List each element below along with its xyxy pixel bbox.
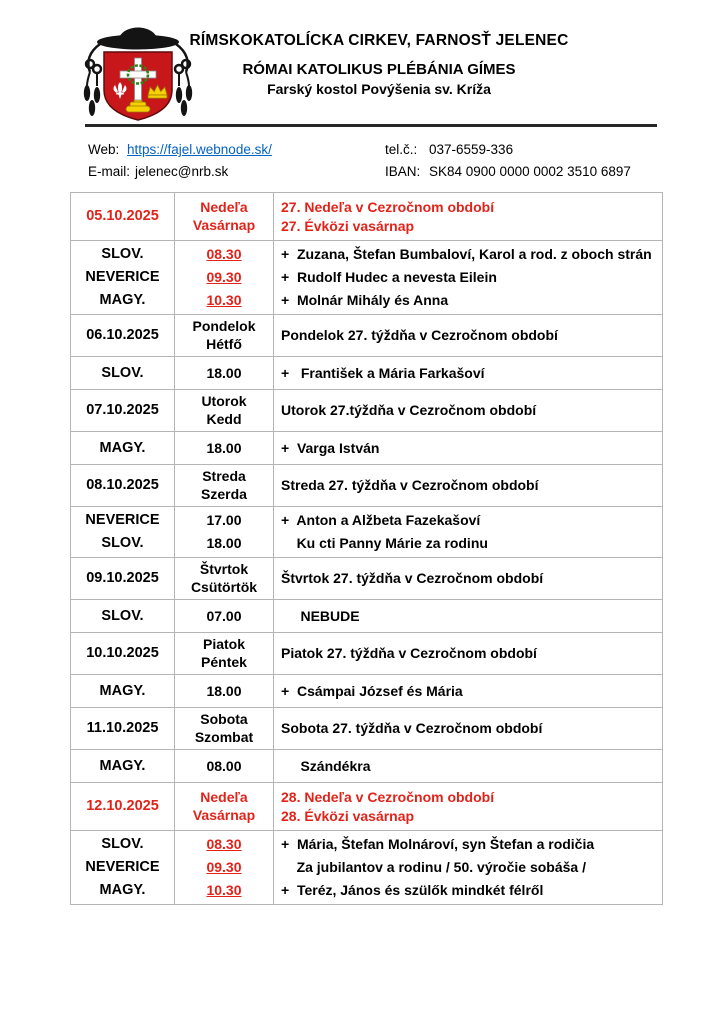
place-cell-line: SLOV.	[101, 246, 144, 262]
parish-name-slovak: RÍMSKOKATOLÍCKA CIRKEV, FARNOSŤ JELENEC	[189, 32, 569, 49]
day-cell-line: Péntek	[201, 653, 247, 670]
day-cell	[175, 193, 274, 241]
feast-cell-line: Piatok 27. týždňa v Cezročnom období	[281, 645, 537, 661]
mass-row	[71, 750, 663, 783]
day-cell-line: Utorok	[201, 393, 247, 409]
place-cell-line: SLOV.	[101, 535, 144, 551]
contact-block	[88, 139, 660, 183]
feast-cell	[274, 633, 663, 675]
day-cell	[175, 558, 274, 600]
header-divider	[85, 124, 657, 127]
underlined-time: 09.30	[206, 269, 242, 285]
place-cell-line: NEVERICE	[85, 859, 160, 875]
date-cell-line: 09.10.2025	[86, 569, 159, 586]
feast-cell	[274, 708, 663, 750]
place-cell	[71, 432, 175, 465]
date-cell	[71, 633, 175, 675]
feast-cell-line: Pondelok 27. týždňa v Cezročnom období	[281, 327, 558, 343]
feast-cell	[274, 390, 663, 432]
intention-cell-line: + Csámpai József és Mária	[281, 682, 463, 699]
place-cell	[71, 507, 175, 558]
place-cell	[71, 600, 175, 633]
intention-cell	[274, 675, 663, 708]
date-row	[71, 708, 663, 750]
feast-cell	[274, 558, 663, 600]
day-cell-line: Pondelok	[192, 318, 256, 334]
iban-value: SK84 0900 0000 0002 3510 6897	[429, 164, 631, 179]
date-row	[71, 783, 663, 831]
iban-label: IBAN:	[385, 164, 421, 179]
time-cell-line: 18.00	[206, 364, 242, 381]
underlined-time: 08.30	[206, 246, 242, 262]
day-cell-line: Szerda	[201, 485, 247, 502]
time-line	[178, 266, 270, 289]
date-row	[71, 315, 663, 357]
feast-cell	[274, 783, 663, 831]
web-link[interactable]: https://fajel.webnode.sk/	[127, 142, 272, 157]
day-cell-line: Kedd	[206, 410, 242, 427]
time-line	[178, 289, 270, 312]
tel-value: 037-6559-336	[429, 142, 514, 157]
place-cell-line: MAGY.	[99, 757, 146, 774]
date-row	[71, 193, 663, 241]
day-cell-line: Nedeľa	[200, 789, 248, 805]
mass-row	[71, 241, 663, 315]
intention-cell-line: + Mária, Štefan Molnároví, syn Štefan a rodičia	[281, 836, 595, 852]
day-cell-line: Csütörtök	[190, 578, 258, 595]
tel-row	[385, 139, 660, 161]
time-line	[178, 833, 270, 856]
date-row	[71, 558, 663, 600]
date-row	[71, 465, 663, 507]
day-cell-line: Štvrtok	[199, 561, 249, 577]
day-cell-line: Szombat	[194, 728, 254, 745]
intention-cell-line: + Teréz, János és szülők mindkét félről	[281, 882, 544, 898]
mass-schedule-table	[70, 192, 663, 905]
day-cell	[175, 633, 274, 675]
time-cell	[175, 675, 274, 708]
place-cell-line: SLOV.	[101, 364, 144, 381]
mass-row	[71, 600, 663, 633]
place-cell-line: MAGY.	[99, 882, 146, 898]
time-cell-line: 17.00	[206, 512, 242, 528]
feast-cell-line: 27. Nedeľa v Cezročnom období	[281, 198, 495, 215]
date-cell	[71, 708, 175, 750]
place-cell	[71, 831, 175, 905]
day-cell	[175, 465, 274, 507]
intention-cell-line: + Molnár Mihály és Anna	[281, 292, 449, 308]
time-cell	[175, 600, 274, 633]
mass-row	[71, 831, 663, 905]
intention-cell-line: Ku cti Panny Márie za rodinu	[281, 535, 488, 551]
date-cell	[71, 193, 175, 241]
feast-cell-line: 28. Évközi vasárnap	[281, 807, 415, 824]
day-cell-line: Vasárnap	[192, 216, 256, 233]
place-cell-line: MAGY.	[99, 682, 146, 699]
place-cell-line: MAGY.	[99, 439, 146, 456]
intention-cell-line: Szándékra	[281, 757, 371, 774]
feast-cell	[274, 315, 663, 357]
time-line	[178, 243, 270, 266]
intention-cell	[274, 831, 663, 905]
place-cell-line: MAGY.	[99, 292, 146, 308]
date-cell	[71, 558, 175, 600]
place-cell-line: NEVERICE	[85, 269, 160, 285]
day-cell-line: Hétfő	[206, 335, 242, 352]
email-label: E-mail:	[88, 164, 131, 179]
time-cell-line: 18.00	[206, 535, 242, 551]
iban-row	[385, 161, 660, 183]
feast-cell-line: Štvrtok 27. týždňa v Cezročnom období	[281, 570, 544, 586]
email-row	[88, 161, 385, 183]
web-row	[88, 139, 385, 161]
place-cell-line: SLOV.	[101, 836, 144, 852]
email-value: jelenec@nrb.sk	[135, 164, 229, 179]
day-cell-line: Streda	[202, 468, 246, 484]
date-cell-line: 10.10.2025	[86, 644, 159, 661]
intention-cell-line: + Anton a Alžbeta Fazekašoví	[281, 512, 481, 528]
intention-cell	[274, 600, 663, 633]
place-cell-line: NEVERICE	[85, 512, 160, 528]
underlined-time: 10.30	[206, 882, 242, 898]
time-cell-line: 18.00	[206, 439, 242, 456]
day-cell	[175, 390, 274, 432]
date-cell-line: 11.10.2025	[86, 719, 159, 736]
underlined-time: 09.30	[206, 859, 242, 875]
feast-cell	[274, 193, 663, 241]
time-cell	[175, 507, 274, 558]
day-cell	[175, 783, 274, 831]
time-cell-line: 08.00	[206, 757, 242, 774]
date-cell-line: 06.10.2025	[86, 326, 159, 343]
tel-label: tel.č.:	[385, 142, 418, 157]
feast-cell-line: 27. Évközi vasárnap	[281, 217, 415, 234]
intention-cell	[274, 507, 663, 558]
intention-cell-line: + Zuzana, Štefan Bumbaloví, Karol a rod. z oboch strán	[281, 246, 652, 262]
time-cell-line: 18.00	[206, 682, 242, 699]
date-cell-line: 08.10.2025	[86, 476, 159, 493]
intention-cell-line: + František a Mária Farkašoví	[281, 364, 485, 381]
time-cell	[175, 831, 274, 905]
mass-row	[71, 675, 663, 708]
date-cell	[71, 783, 175, 831]
date-cell-line: 07.10.2025	[86, 401, 159, 418]
time-cell-line: 07.00	[206, 607, 242, 624]
date-cell-line: 05.10.2025	[86, 207, 159, 224]
day-cell-line: Vasárnap	[192, 806, 256, 823]
church-name: Farský kostol Povýšenia sv. Kríža	[267, 81, 491, 97]
intention-cell	[274, 432, 663, 465]
place-cell	[71, 357, 175, 390]
date-row	[71, 390, 663, 432]
day-cell-line: Piatok	[202, 636, 245, 652]
time-cell	[175, 357, 274, 390]
day-cell-line: Sobota	[200, 711, 248, 727]
place-cell	[71, 750, 175, 783]
place-cell	[71, 675, 175, 708]
feast-cell-line: 28. Nedeľa v Cezročnom období	[281, 788, 495, 805]
time-cell	[175, 750, 274, 783]
date-cell	[71, 315, 175, 357]
intention-cell-line: NEBUDE	[281, 607, 360, 624]
intention-cell	[274, 357, 663, 390]
day-cell-line: Nedeľa	[200, 199, 248, 215]
date-cell	[71, 390, 175, 432]
parish-name-hungarian: RÓMAI KATOLIKUS PLÉBÁNIA GÍMES	[242, 61, 516, 78]
time-line	[178, 856, 270, 879]
intention-cell	[274, 241, 663, 315]
place-cell	[71, 241, 175, 315]
feast-cell-line: Streda 27. týždňa v Cezročnom období	[281, 477, 539, 493]
date-row	[71, 633, 663, 675]
intention-cell-line: Za jubilantov a rodinu / 50. výročie sobáša /	[281, 859, 586, 875]
day-cell	[175, 708, 274, 750]
mass-row	[71, 357, 663, 390]
letterhead	[178, 32, 580, 97]
time-line	[178, 879, 270, 902]
web-label: Web:	[88, 142, 120, 157]
mass-row	[71, 432, 663, 465]
feast-cell-line: Utorok 27.týždňa v Cezročnom období	[281, 402, 537, 418]
feast-cell-line: Sobota 27. týždňa v Cezročnom období	[281, 720, 543, 736]
intention-cell	[274, 750, 663, 783]
time-cell	[175, 432, 274, 465]
mass-row	[71, 507, 663, 558]
day-cell	[175, 315, 274, 357]
underlined-time: 10.30	[206, 292, 242, 308]
intention-cell-line: + Rudolf Hudec a nevesta Eilein	[281, 269, 497, 285]
place-cell-line: SLOV.	[101, 607, 144, 624]
date-cell-line: 12.10.2025	[86, 797, 159, 814]
feast-cell	[274, 465, 663, 507]
intention-cell-line: + Varga István	[281, 439, 380, 456]
time-cell	[175, 241, 274, 315]
date-cell	[71, 465, 175, 507]
underlined-time: 08.30	[206, 836, 242, 852]
